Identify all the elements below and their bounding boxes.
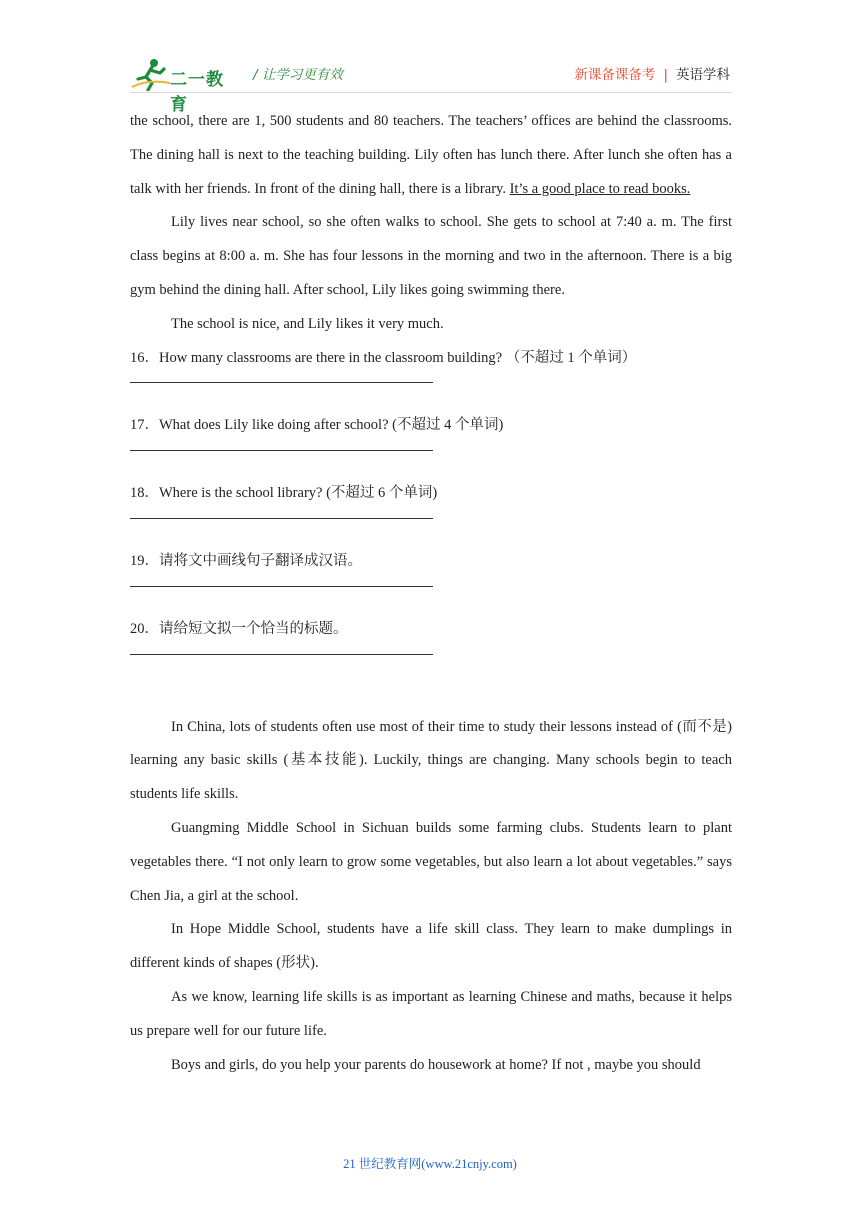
header-subject-name: 英语学科 (676, 67, 730, 83)
header-divider (130, 92, 732, 93)
header-course: 新课备课备考 (574, 67, 656, 83)
logo (130, 57, 240, 115)
passage1-text: the school, there are 1, 500 students and 80 teachers. The teachers’ offices are behind the classrooms. The dining hall is next to the teaching building. Lily often has lunch there. After lunch she often has a talk with her friends. In front of the dining hall, there is a library. (130, 113, 732, 197)
header-separator: | (663, 67, 668, 83)
answer-line-17[interactable] (130, 450, 433, 451)
answer-line-20[interactable] (130, 654, 433, 655)
question-20: 20．请给短文拟一个恰当的标题。 (130, 620, 348, 637)
answer-line-16[interactable] (130, 382, 433, 383)
passage2-paragraph-4: As we know, learning life skills is as important as learning Chinese and maths, because it helps us prepare well for our future life. (130, 988, 732, 1039)
underlined-sentence: It’s a good place to read books. (509, 180, 691, 197)
logo-text: 二一教育 (170, 70, 224, 115)
passage2-paragraph-1: In China, lots of students often use most of their time to study their lessons instead of (而不是) learning any basic skills (基本技能). Luckily, things are changing. Many schools begin to teach students life skills. (130, 718, 732, 803)
question-16: 16．How many classrooms are there in the classroom building? （不超过 1 个单词） (130, 349, 637, 366)
question-18: 18．Where is the school library? (不超过 6 个单词) (130, 485, 438, 502)
answer-line-18[interactable] (130, 518, 433, 519)
section-gap (130, 681, 732, 711)
answer-line-19[interactable] (130, 586, 433, 587)
page-footer[interactable]: 21 世纪教育网(www.21cnjy.com) (343, 1157, 517, 1171)
passage1-paragraph-2: Lily lives near school, so she often walks to school. She gets to school at 7:40 a. m. The first class begins at 8:00 a. m. She has four lessons in the morning and two in the afternoon. There is a big gym behind the dining hall. After school, Lily likes going swimming there. (130, 214, 732, 298)
page-content (130, 105, 732, 1082)
passage2-paragraph-5: Boys and girls, do you help your parents do housework at home? If not , maybe you should (171, 1056, 701, 1073)
question-19: 19．请将文中画线句子翻译成汉语。 (130, 552, 362, 569)
passage2-paragraph-3: In Hope Middle School, students have a life skill class. They learn to make dumplings in different kinds of shapes (形状). (130, 921, 732, 972)
header-subject (574, 63, 730, 83)
runner-logo-icon (130, 57, 174, 91)
page-header (130, 55, 730, 115)
slogan: / 让学习更有效 (253, 67, 343, 83)
question-17: 17．What does Lily like doing after school? (不超过 4 个单词) (130, 417, 504, 434)
passage1-paragraph-3: The school is nice, and Lily likes it very much. (171, 315, 444, 332)
passage1-paragraph-1 (130, 105, 732, 206)
passage2-paragraph-2: Guangming Middle School in Sichuan builds some farming clubs. Students learn to plant vegetables there. “I not only learn to grow some vegetables, but also learn a lot about vegetables.” says Chen Jia, a girl at the school. (130, 819, 732, 904)
